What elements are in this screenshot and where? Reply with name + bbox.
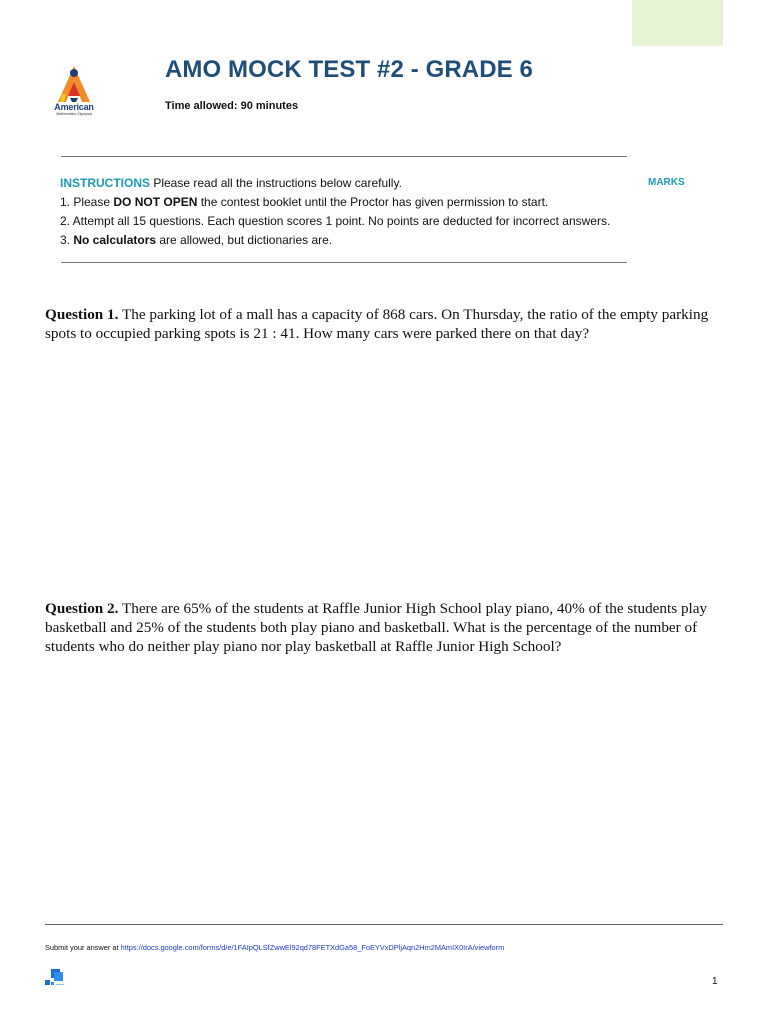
instruction-2-prefix: 2. Attempt all 15 questions. Each question scores 1 point. No points are deducted for incorrect answers. — [60, 214, 611, 228]
marks-label: MARKS — [648, 177, 685, 188]
instructions-heading: INSTRUCTIONS — [60, 176, 150, 190]
instruction-item-2 — [60, 212, 640, 231]
page-title: AMO MOCK TEST #2 - GRADE 6 — [165, 56, 533, 83]
logo-subtitle: Mathematics Olympiad — [56, 112, 92, 116]
instruction-1-suffix: the contest booklet until the Proctor has given permission to start. — [197, 195, 549, 209]
document-logo-icon — [44, 969, 66, 987]
question-1-text: The parking lot of a mall has a capacity of 868 cars. On Thursday, the ratio of the empty parking spots to occupied parking spots is 21 : 41. How many cars were parked there on that day? — [45, 306, 709, 342]
logo-name: American — [54, 102, 94, 112]
instructions-intro — [60, 174, 640, 193]
instructions-intro-text: Please read all the instructions below carefully. — [150, 176, 402, 190]
corner-tab — [632, 0, 723, 46]
instruction-item-1 — [60, 193, 640, 212]
time-allowed: Time allowed: 90 minutes — [165, 100, 299, 112]
instructions-block — [60, 174, 640, 250]
question-2-text: There are 65% of the students at Raffle Junior High School play piano, 40% of the students play basketball and 25% of the students both play piano and basketball. What is the percentage of the number of students who do neither play piano nor play basketball at Raffle Junior High School? — [45, 600, 708, 655]
instruction-3-bold: No calculators — [73, 233, 157, 247]
question-1 — [45, 305, 727, 343]
instruction-3-suffix: are allowed, but dictionaries are. — [156, 233, 333, 247]
submit-link[interactable]: https://docs.google.com/forms/d/e/1FAIpQLSfZwwEl92qd78FETXdGa58_FoEYVxDPljAqn2Hm2MAmIX0IrA/viewform — [120, 943, 505, 952]
instruction-item-3 — [60, 231, 640, 250]
amo-logo-icon — [46, 64, 102, 104]
question-1-number: Question 1. — [45, 306, 119, 323]
divider-top — [61, 156, 627, 157]
logo — [46, 64, 102, 118]
page-number: 1 — [712, 976, 718, 987]
instruction-1-prefix: 1. Please — [60, 195, 114, 209]
question-2 — [45, 599, 727, 656]
instruction-3-prefix: 3. — [60, 233, 74, 247]
submit-line — [45, 943, 504, 952]
footer-divider — [45, 924, 723, 925]
submit-prefix: Submit your answer at — [45, 943, 121, 952]
instruction-1-bold: DO NOT OPEN — [113, 195, 198, 209]
question-2-number: Question 2. — [45, 600, 119, 617]
divider-bottom — [61, 262, 627, 263]
